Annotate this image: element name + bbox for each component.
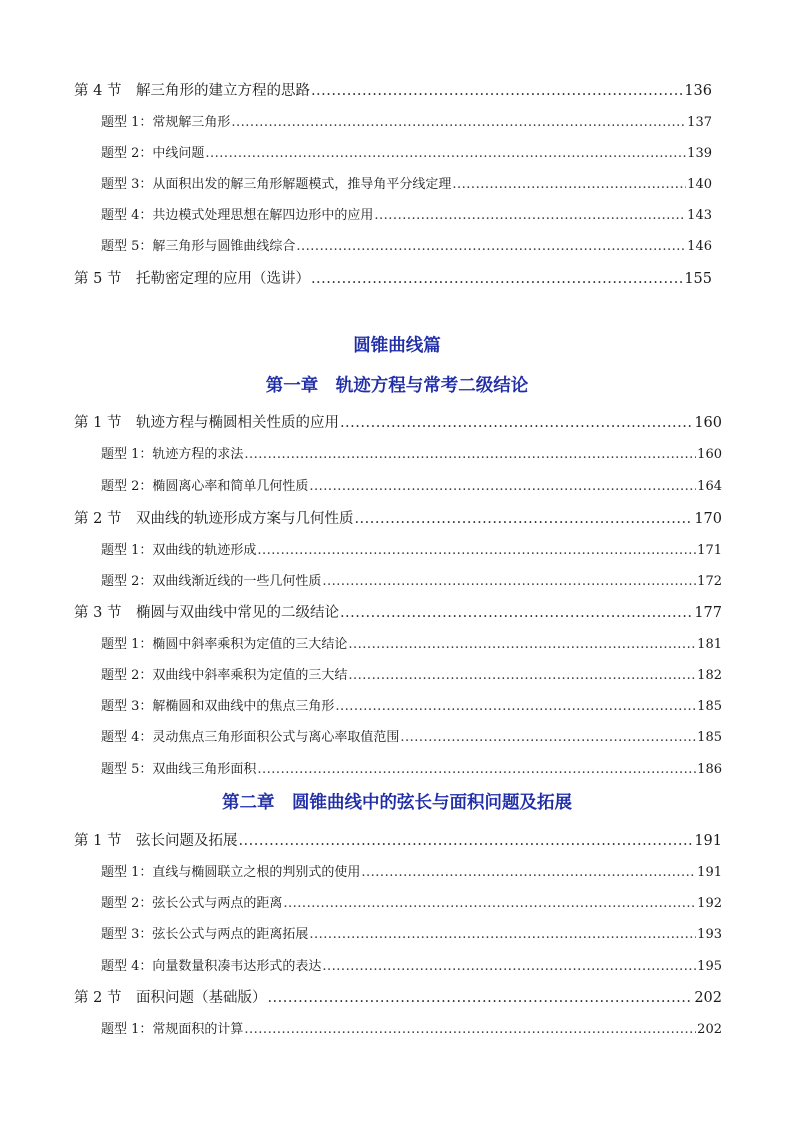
toc-entry-label: 题型 5：双曲线三角形面积 [101, 762, 257, 777]
toc-entry-label: 题型 4：向量数量积凑韦达形式的表达 [101, 959, 322, 974]
toc-entry-page: 185 [697, 699, 722, 714]
toc-entry[interactable] [101, 695, 722, 714]
toc-entry-label: 题型 2：弦长公式与两点的距离 [101, 896, 283, 911]
toc-entry[interactable] [101, 475, 722, 494]
leader-dots [322, 959, 696, 974]
toc-entry-label: 第 5 节 托勒密定理的应用（选讲） [74, 271, 310, 287]
toc-entry-page: 137 [687, 115, 712, 130]
toc-entry-page: 136 [684, 83, 712, 99]
toc-entry-label: 题型 4：共边模式处理思想在解四边形中的应用 [101, 208, 374, 223]
leader-dots [238, 833, 693, 849]
toc-entry[interactable] [101, 664, 722, 683]
toc-entry[interactable] [74, 507, 722, 528]
leader-dots [311, 271, 683, 287]
leader-dots [348, 668, 696, 683]
leader-dots [322, 574, 696, 589]
toc-entry[interactable] [101, 111, 712, 130]
leader-dots [257, 543, 696, 558]
toc-entry-page: 202 [694, 990, 722, 1006]
toc-entry-label: 题型 3：从面积出发的解三角形解题模式，推导角平分线定理 [101, 177, 452, 192]
leader-dots [354, 511, 693, 527]
toc-entry-label: 第 1 节 弦长问题及拓展 [74, 833, 238, 849]
toc-entry-page: 185 [697, 730, 722, 745]
leader-dots [374, 208, 686, 223]
toc-entry-page: 172 [697, 574, 722, 589]
toc-entry-page: 139 [687, 146, 712, 161]
chapter-title: 第一章 轨迹方程与常考二级结论 [265, 376, 529, 396]
leader-dots [267, 990, 693, 1006]
toc-entry-page: 140 [687, 177, 712, 192]
toc-entry-label: 题型 3：弦长公式与两点的距离拓展 [101, 927, 309, 942]
toc-entry-page: 143 [687, 208, 712, 223]
leader-dots [340, 415, 693, 431]
toc-entry-label: 第 1 节 轨迹方程与椭圆相关性质的应用 [74, 415, 339, 431]
leader-dots [335, 699, 696, 714]
toc-entry-page: 195 [697, 959, 722, 974]
toc-entry-label: 题型 3：解椭圆和双曲线中的焦点三角形 [101, 699, 335, 714]
toc-entry-page: 193 [697, 927, 722, 942]
toc-entry-page: 160 [697, 447, 722, 462]
leader-dots [361, 865, 696, 880]
toc-entry-label: 题型 1：轨迹方程的求法 [101, 447, 244, 462]
toc-entry[interactable] [101, 570, 722, 589]
toc-entry[interactable] [101, 539, 722, 558]
toc-entry-label: 第 3 节 椭圆与双曲线中常见的二级结论 [74, 605, 339, 621]
toc-entry-label: 题型 2：双曲线中斜率乘积为定值的三大结 [101, 668, 348, 683]
toc-entry-label: 题型 2：双曲线渐近线的一些几何性质 [101, 574, 322, 589]
leader-dots [348, 637, 696, 652]
toc-entry[interactable] [74, 829, 722, 850]
toc-entry[interactable] [101, 923, 722, 942]
toc-entry-page: 177 [694, 605, 722, 621]
leader-dots [231, 115, 686, 130]
toc-entry-label: 题型 1：双曲线的轨迹形成 [101, 543, 257, 558]
leader-dots [283, 896, 696, 911]
toc-entry-label: 第 4 节 解三角形的建立方程的思路 [74, 83, 310, 99]
toc-entry-label: 题型 1：常规解三角形 [101, 115, 231, 130]
toc-entry-page: 164 [697, 479, 722, 494]
toc-entry[interactable] [101, 892, 722, 911]
leader-dots [452, 177, 686, 192]
toc-entry-page: 146 [687, 239, 712, 254]
toc-entry[interactable] [101, 142, 712, 161]
toc-entry-page: 182 [697, 668, 722, 683]
toc-entry-page: 186 [697, 762, 722, 777]
toc-entry[interactable] [101, 204, 712, 223]
part-title: 圆锥曲线篇 [353, 336, 441, 356]
toc-entry-page: 155 [684, 271, 712, 287]
toc-entry-label: 题型 2：椭圆离心率和简单几何性质 [101, 479, 309, 494]
toc-entry-page: 202 [697, 1022, 722, 1037]
toc-entry[interactable] [101, 726, 722, 745]
toc-entry[interactable] [101, 443, 722, 462]
toc-entry-label: 题型 1：直线与椭圆联立之根的判别式的使用 [101, 865, 361, 880]
toc-entry-label: 题型 4：灵动焦点三角形面积公式与离心率取值范围 [101, 730, 400, 745]
toc-entry[interactable] [101, 758, 722, 777]
toc-entry-label: 题型 5：解三角形与圆锥曲线综合 [101, 239, 296, 254]
leader-dots [205, 146, 686, 161]
leader-dots [296, 239, 686, 254]
toc-entry-page: 160 [694, 415, 722, 431]
leader-dots [309, 927, 696, 942]
toc-entry[interactable] [74, 79, 712, 100]
toc-entry-page: 170 [694, 511, 722, 527]
toc-entry-page: 192 [697, 896, 722, 911]
toc-entry[interactable] [101, 235, 712, 254]
toc-entry[interactable] [101, 861, 722, 880]
toc-entry-page: 171 [697, 543, 722, 558]
toc-entry[interactable] [74, 601, 722, 622]
toc-entry[interactable] [101, 633, 722, 652]
leader-dots [244, 1022, 696, 1037]
toc-entry[interactable] [101, 1018, 722, 1037]
toc-entry[interactable] [101, 173, 712, 192]
chapter-title: 第二章 圆锥曲线中的弦长与面积问题及拓展 [222, 793, 572, 813]
leader-dots [311, 83, 683, 99]
toc-entry-label: 第 2 节 双曲线的轨迹形成方案与几何性质 [74, 511, 354, 527]
toc-entry[interactable] [74, 986, 722, 1007]
leader-dots [340, 605, 693, 621]
toc-entry-label: 题型 1：常规面积的计算 [101, 1022, 244, 1037]
leader-dots [400, 730, 696, 745]
leader-dots [257, 762, 696, 777]
toc-entry-page: 181 [697, 637, 722, 652]
toc-entry-page: 191 [694, 833, 722, 849]
toc-entry[interactable] [101, 955, 722, 974]
leader-dots [244, 447, 696, 462]
leader-dots [309, 479, 696, 494]
toc-entry[interactable] [74, 267, 712, 288]
toc-entry-label: 题型 1：椭圆中斜率乘积为定值的三大结论 [101, 637, 348, 652]
toc-entry-page: 191 [697, 865, 722, 880]
toc-entry[interactable] [74, 411, 722, 432]
toc-entry-label: 第 2 节 面积问题（基础版） [74, 990, 267, 1006]
toc-entry-label: 题型 2：中线问题 [101, 146, 205, 161]
